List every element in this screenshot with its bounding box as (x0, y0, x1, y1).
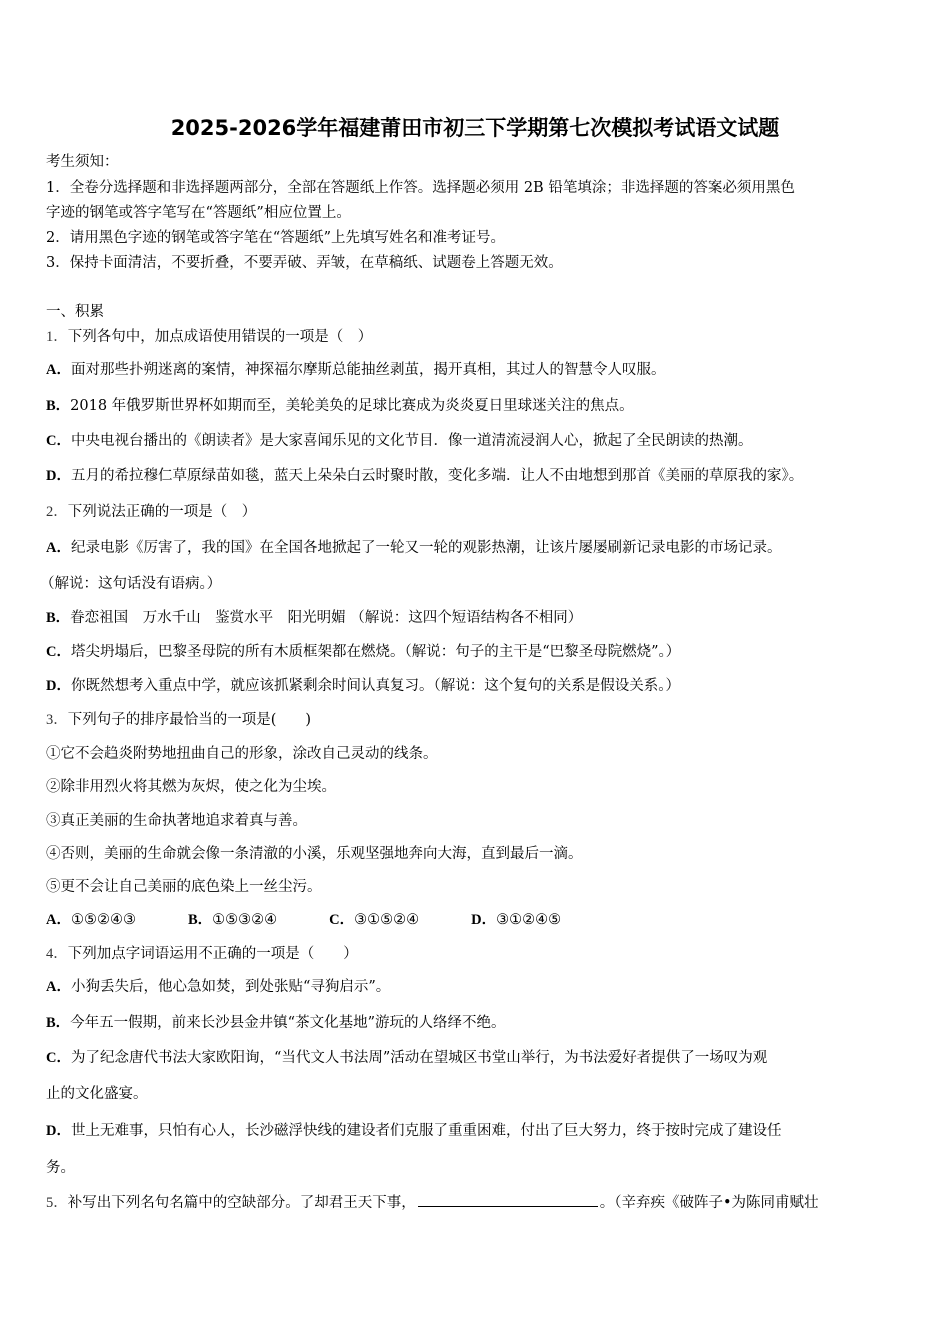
question-text: 下列句子的排序最恰当的一项是( ) (67, 712, 312, 728)
q4-option-a (46, 977, 390, 997)
question-text-after: 。（辛弃疾《破阵子•为陈同甫赋壮 (599, 1195, 819, 1211)
option-letter: C． (46, 644, 71, 660)
q2-option-b (46, 608, 582, 628)
q3-sentence-4: ④否则，美丽的生命就会像一条清澈的小溪，乐观坚强地奔向大海，直到最后一滴。 (46, 846, 583, 862)
q3-sentence-3: ③真正美丽的生命执著地追求着真与善。 (46, 813, 307, 829)
q2-option-a (46, 538, 781, 558)
option-letter: A． (46, 912, 71, 928)
question-number: 2． (46, 504, 68, 520)
question-text: 下列说法正确的一项是（ ） (67, 504, 257, 520)
option-letter: B． (46, 610, 71, 626)
option-letter: A． (46, 540, 71, 556)
q4-option-d-cont: 务。 (46, 1160, 75, 1176)
notice-item-2: 2．请用黑色字迹的钢笔或答字笔在“答题纸”上先填写姓名和准考证号。 (46, 230, 506, 246)
option-letter: D． (46, 468, 71, 484)
question-4-stem (46, 944, 358, 964)
q3-sentence-5: ⑤更不会让自己美丽的底色染上一丝尘污。 (46, 879, 322, 895)
question-number: 4． (46, 946, 68, 962)
question-1-stem (46, 327, 372, 347)
q1-option-c (46, 431, 752, 451)
option-letter: B． (187, 912, 213, 928)
option-letter: B． (46, 398, 71, 414)
option-text: 面对那些扑朔迷离的案情，神探福尔摩斯总能抽丝剥茧，揭开真相，其过人的智慧令人叹服。 (70, 362, 666, 378)
q3-sentence-1: ①它不会趋炎附势地扭曲自己的形象，涂改自己灵动的线条。 (46, 746, 438, 762)
question-text: 下列加点字词语运用不正确的一项是（ ） (67, 946, 358, 962)
notice-item-3: 3．保持卡面清洁，不要折叠，不要弄破、弄皱，在草稿纸、试题卷上答题无效。 (46, 255, 563, 271)
option-letter: B． (46, 1015, 71, 1031)
option-letter: D． (471, 912, 497, 928)
option-text: 五月的希拉穆仁草原绿苗如毯，蓝天上朵朵白云时聚时散，变化多端．让人不由地想到那首《美丽的草原我的家》。 (70, 468, 804, 484)
option-text: ③①②④⑤ (496, 912, 562, 928)
question-2-stem (46, 502, 256, 522)
q1-option-b (46, 396, 634, 416)
option-text: ③①⑤②④ (354, 912, 420, 928)
notice-item-1: 1．全卷分选择题和非选择题两部分，全部在答题纸上作答。选择题必须用 2B 铅笔填涂；非选择题的答案必须用黑色 (46, 180, 795, 196)
question-5-stem (46, 1192, 819, 1213)
option-letter: A． (46, 979, 71, 995)
option-text: 中央电视台播出的《朗读者》是大家喜闻乐见的文化节目．像一道清流浸润人心，掀起了全民朗读的热潮。 (70, 433, 753, 449)
question-text-before: 补写出下列名句名篇中的空缺部分。了却君王天下事， (67, 1195, 416, 1211)
question-number: 1． (46, 329, 68, 345)
option-text: 小狗丢失后，他心急如焚，到处张贴“寻狗启示”。 (70, 979, 391, 995)
option-text: 世上无难事，只怕有心人，长沙磁浮快线的建设者们克服了重重困难，付出了巨大努力，终于按时完成了建设任 (70, 1123, 782, 1139)
q3-options (46, 910, 561, 930)
option-letter: D． (46, 1123, 71, 1139)
q4-option-c (46, 1048, 767, 1068)
option-text: 你既然想考入重点中学，就应该抓紧剩余时间认真复习。（解说：这个复句的关系是假设关系。） (70, 678, 680, 694)
question-number: 5． (46, 1195, 68, 1211)
q4-option-d (46, 1121, 781, 1141)
option-text: 2018 年俄罗斯世界杯如期而至，美轮美奂的足球比赛成为炎炎夏日里球迷关注的焦点。 (70, 398, 634, 414)
section-heading: 一、积累 (46, 304, 104, 320)
q1-option-a (46, 360, 665, 380)
q3-sentence-2: ②除非用烈火将其燃为灰烬，使之化为尘埃。 (46, 779, 336, 795)
option-letter: C． (329, 912, 355, 928)
option-text: 塔尖坍塌后，巴黎圣母院的所有木质框架都在燃烧。（解说：句子的主干是“巴黎圣母院燃烧”。） (70, 644, 681, 660)
notice-item-1-cont: 字迹的钢笔或答字笔写在“答题纸”相应位置上。 (46, 205, 351, 221)
option-letter: D． (46, 678, 71, 694)
option-text: ①⑤②④③ (70, 912, 136, 928)
option-text: 为了纪念唐代书法大家欧阳询，“当代文人书法周”活动在望城区书堂山举行，为书法爱好者提供了一场叹为观 (70, 1050, 768, 1066)
option-letter: C． (46, 1050, 71, 1066)
question-3-stem (46, 710, 311, 730)
q1-option-d (46, 466, 803, 486)
option-text: ①⑤③②④ (212, 912, 278, 928)
q4-option-c-cont: 止的文化盛宴。 (46, 1086, 148, 1102)
notice-heading: 考生须知： (46, 154, 119, 170)
q4-option-b (46, 1013, 506, 1033)
q2-option-d (46, 676, 680, 696)
option-letter: C． (46, 433, 71, 449)
option-text: 今年五一假期，前来长沙县金井镇“茶文化基地”游玩的人络绎不绝。 (70, 1015, 506, 1031)
option-letter: A． (46, 362, 71, 378)
option-text: 眷恋祖国 万水千山 鉴赏水平 阳光明媚 （解说：这四个短语结构各不相同） (70, 610, 583, 626)
q2-option-c (46, 642, 680, 662)
answer-blank[interactable] (418, 1192, 598, 1207)
option-text: 纪录电影《厉害了，我的国》在全国各地掀起了一轮又一轮的观影热潮，让该片屡屡刷新记录电影的市场记录。 (70, 540, 782, 556)
question-number: 3． (46, 712, 68, 728)
question-text: 下列各句中，加点成语使用错误的一项是（ ） (67, 329, 373, 345)
page-title: 2025-2026学年福建莆田市初三下学期第七次模拟考试语文试题 (170, 116, 780, 140)
q2-option-a-explanation: （解说：这句话没有语病。） (40, 576, 222, 592)
